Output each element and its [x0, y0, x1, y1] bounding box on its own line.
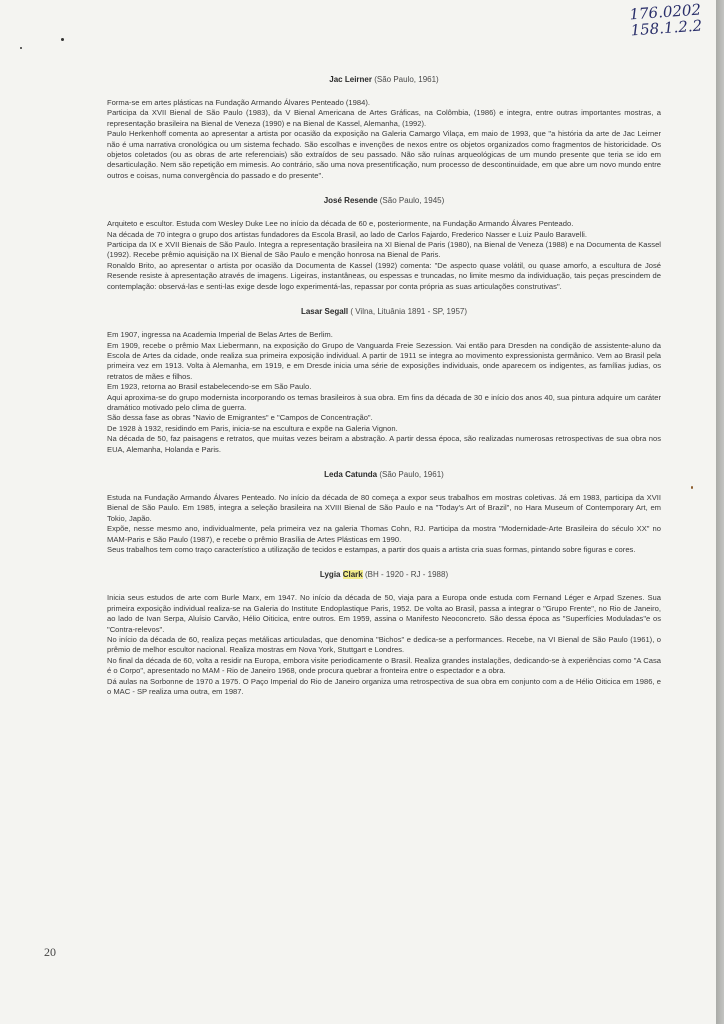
artist-name: José Resende: [323, 196, 378, 206]
bio-text: [107, 493, 661, 555]
artist-name: [320, 570, 363, 579]
bio-heading: [107, 195, 661, 206]
bio-paragraph: No final da década de 60, volta a residir na Europa, embora visite periodicamente o Brasil. Realiza grandes instalações, dedicando-se à experiências como "A Casa é o Corpo", apresentado no MAM - Rio de Janeiro 1968, onde procura quebrar a fronteira entre o espectador e a obra.: [107, 655, 661, 676]
bio-lasar-segall: [107, 306, 661, 455]
bio-jose-resende: [107, 195, 661, 292]
paper-speck: [20, 47, 22, 49]
artist-name: Leda Catunda: [324, 469, 378, 479]
bio-paragraph: Na década de 70 integra o grupo dos artistas fundadores da Escola Brasil, ao lado de Carlos Fajardo, Frederico Nasser e Luiz Paulo Baravelli.: [107, 229, 587, 239]
biographies-column: [107, 74, 661, 711]
page-number: 20: [44, 945, 56, 959]
handwritten-archive-note: [629, 2, 703, 39]
bio-leda-catunda: [107, 469, 661, 555]
bio-paragraph: Arquiteto e escultor. Estuda com Wesley Duke Lee no início da década de 60 e, posteriormente, na Fundação Armando Álvares Penteado.: [107, 219, 574, 229]
bio-paragraph: Aqui aproxima-se do grupo modernista incorporando os temas brasileiros à sua obra. Em fins da década de 30 e início dos anos 40, sua pintura adquire um caráter dramático motivado pelo clima de guerra.: [107, 392, 661, 412]
artist-name: Jac Leirner: [329, 75, 372, 84]
bio-text: [107, 330, 661, 455]
bio-paragraph: São dessa fase as obras "Navio de Emigrantes" e "Campos de Concentração".: [107, 413, 373, 423]
bio-text: [107, 219, 661, 292]
bio-paragraph: De 1928 à 1932, residindo em Paris, inicia-se na escultura e expõe na Galeria Vignon.: [107, 423, 398, 433]
bio-paragraph: Dá aulas na Sorbonne de 1970 a 1975. O Paço Imperial do Rio de Janeiro organiza uma retrospectiva de sua obra em conjunto com a de Hélio Oiticica em 1986, e o MAC - SP realiza uma outra, em 1987.: [107, 676, 661, 697]
bio-paragraph: No início da década de 60, realiza peças metálicas articuladas, que denomina "Bichos" e dedica-se a performances. Recebe, na VI Bienal de São Paulo (1961), o prêmio de melhor escultor nacional. Realiza mostras em Nova York, Stuttgart e Londres.: [107, 635, 661, 655]
bio-paragraph: Forma-se em artes plásticas na Fundação Armando Álvares Penteado (1984).: [107, 98, 370, 107]
handwritten-line-1: 176.0202: [629, 0, 702, 24]
artist-origin: (São Paulo, 1961): [379, 469, 444, 479]
bio-lygia-clark: [107, 569, 661, 697]
bio-heading: [107, 306, 661, 317]
bio-paragraph: Em 1923, retorna ao Brasil estabelecendo-se em São Paulo.: [107, 382, 312, 392]
artist-origin: ( Vilna, Lituânia 1891 - SP, 1957): [350, 307, 468, 317]
bio-paragraph: Participa da XVII Bienal de São Paulo (1983), da V Bienal Americana de Artes Gráficas, na Colômbia, (1986) e integra, entre outras importantes mostras, a representação brasileira na Bienal de Veneza (1990) e na Bienal de Kassel, Alemanha, (1992).: [107, 108, 661, 128]
bio-text: [107, 593, 661, 697]
bio-paragraph: Na década de 50, faz paisagens e retratos, que muitas vezes beiram a abstração. A partir dessa época, são realizadas numerosas retrospectivas de sua obra nos EUA, Alemanha, Holanda e Paris.: [107, 434, 661, 454]
bio-paragraph: Em 1907, ingressa na Academia Imperial de Belas Artes de Berlim.: [107, 330, 333, 340]
bio-paragraph: Inicia seus estudos de arte com Burle Marx, em 1947. No início da década de 50, viaja para a Europa onde estuda com Fernand Léger e Arpad Szenes. Sua primeira exposição individual realiza-se na Galeria do Institute Endoplastique Paris, 1952. De volta ao Brasil, passa a integrar o "Grupo Frente", no Rio de Janeiro, ao lado de Ivan Serpa, Aluísio Carvão, Hélio Oiticica, entre outros. Em 1959, assina o Manifesto Neoconcreto. São dessa época as "Superfícies Moduladas"e os "Contra-relevos".: [107, 593, 661, 634]
bio-heading: [107, 569, 661, 580]
highlighted-surname: Clark: [342, 570, 363, 580]
bio-heading: [107, 74, 661, 85]
artist-origin: (São Paulo, 1961): [374, 75, 439, 84]
bio-paragraph: Seus trabalhos tem como traço característico a utilização de tecidos e estampas, a partir dos quais a artista cria suas formas, pintando sobre figuras e cores.: [107, 545, 636, 554]
bio-paragraph: Estuda na Fundação Armando Álvares Penteado. No início da década de 80 começa a expor seus trabalhos em mostras coletivas. Já em 1983, participa da XVII Bienal de São Paulo. Em 1985, integra a seleção brasileira na XVIII Bienal de São Paulo e na "Today's Art of Brazil", no Hara Museum of Contemporary Art, em Tokio, Japão.: [107, 492, 661, 523]
bio-paragraph: Em 1909, recebe o prêmio Max Liebermann, na exposição do Grupo de Vanguarda Freie Sezession. Vai então para Dresden na condição de assistente-aluno da Escola de Artes da cidade, onde realiza sua primeira exposição individual. A partir de 1911 se integra ao movimento expressionista germânico. Vem ao Brasil pela primeira vez em 1913. Volta à Alemanha, em 1919, e em Dresde inicia uma série de exposições individuais, onde aparecem os indigentes, as famílias judias, os retratos de mães e filhos.: [107, 340, 661, 381]
bio-text: [107, 98, 661, 181]
bio-paragraph: Paulo Herkenhoff comenta ao apresentar a artista por ocasião da exposição na Galeria Camargo Vilaça, em maio de 1993, que "a história da arte de Jac Leirner não é uma narrativa cronológica ou um sistema fechado. São escolhas e invenções de nexos entre os objetos organizados como fragmentos de historicidade. Os objetos coletados (ou as obras de arte referenciais) são extraídos de seu passado. Não são ruínas arqueológicas de um mundo presente que teria se ido em desarticulação. Nem são repetição em mimesis. Ao contrário, são uma nova presentificação, num processo de descontinuidade, em que abre um novo mundo entre outros e coisas, numa convergência do passado e do presente".: [107, 129, 661, 180]
handwritten-line-2: 158.1.2.2: [630, 16, 704, 40]
paper-speck: [691, 486, 693, 489]
bio-paragraph: Ronaldo Brito, ao apresentar o artista por ocasião da Documenta de Kassel (1992) comenta: "De aspecto quase volátil, ou quase amorfo, a escultura de José Resende resiste à apresentação através de imagens. Ligeiras, instantâneas, ou espessas e truncadas, no limite mesmo da individuação, tais peças prescindem de contemplação: observá-las e senti-las exige desde logo experimentá-las, repassar por conta própria as suas articulações construtivas".: [107, 260, 661, 291]
artist-origin: (São Paulo, 1945): [379, 196, 445, 206]
artist-origin: (BH - 1920 - RJ - 1988): [364, 570, 449, 580]
bio-paragraph: Expõe, nesse mesmo ano, individualmente, pela primeira vez na galeria Thomas Cohn, RJ. Participa da mostra "Modernidade-Arte Brasileira do século XX" no MAM-Paris e São Paulo (1987), e recebe o prêmio Brasília de Artes Plásticas em 1990.: [107, 524, 661, 544]
paper-speck: [61, 38, 64, 41]
artist-name: Lasar Segall: [300, 307, 349, 317]
bio-heading: [107, 469, 661, 480]
scan-edge: [716, 0, 724, 1024]
bio-paragraph: Participa da IX e XVII Bienais de São Paulo. Integra a representação brasileira na XI Bienal de Paris (1980), na Bienal de Veneza (1988) e na Documenta de Kassel (1992). Recebe prêmio aquisição na IX Bienal de São Paulo e menção honrosa na Bienal de Paris.: [107, 240, 661, 260]
artist-first-name: Lygia: [319, 570, 343, 580]
bio-jac-leirner: [107, 74, 661, 181]
